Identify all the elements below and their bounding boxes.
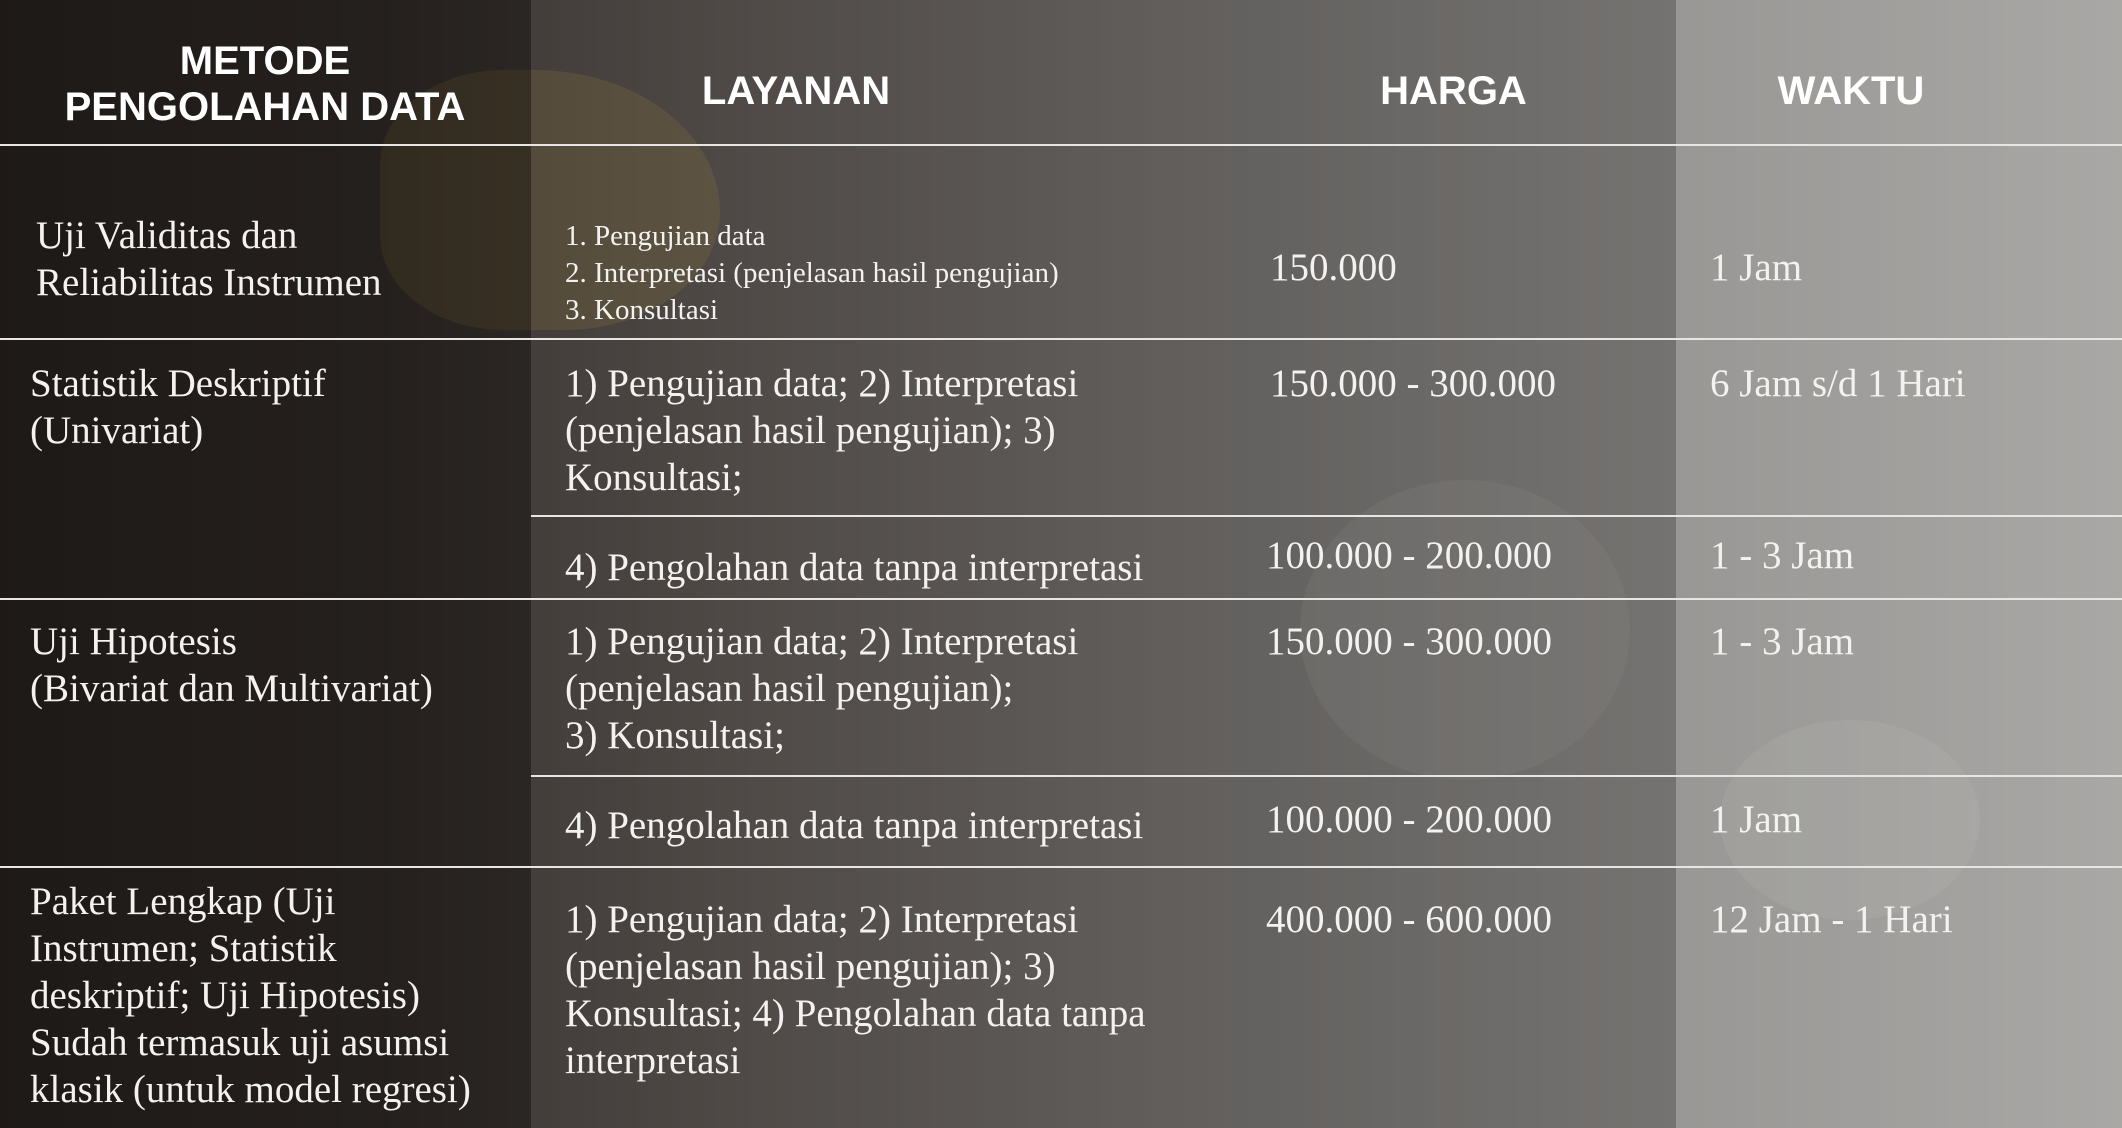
header-metode: METODE PENGOLAHAN DATA (64, 39, 466, 129)
divider (531, 775, 2122, 777)
header-harga: HARGA (1380, 69, 1527, 113)
layanan-list-item: 2. Interpretasi (penjelasan hasil pengujian) (565, 257, 1059, 289)
row-layanan: 1) Pengujian data; 2) Interpretasi (penjelasan hasil pengujian); 3) Konsultasi; (565, 362, 1079, 499)
row-waktu: 12 Jam - 1 Hari (1710, 898, 1953, 941)
row-waktu: 1 Jam (1710, 798, 1803, 841)
row-layanan: 1) Pengujian data; 2) Interpretasi (penjelasan hasil pengujian); 3) Konsultasi; (565, 620, 1079, 757)
row-layanan: 4) Pengolahan data tanpa interpretasi (565, 546, 1144, 589)
row-waktu: 1 Jam (1710, 246, 1803, 289)
divider (0, 338, 2122, 340)
row-harga: 100.000 - 200.000 (1266, 534, 1552, 577)
divider (0, 866, 2122, 868)
layanan-list-item: 1. Pengujian data (565, 220, 766, 252)
row-metode: Statistik Deskriptif (Univariat) (30, 362, 326, 452)
row-waktu: 6 Jam s/d 1 Hari (1710, 362, 1966, 405)
header-waktu: WAKTU (1777, 69, 1925, 113)
row-metode: Uji Hipotesis (Bivariat dan Multivariat) (30, 620, 433, 710)
row-waktu: 1 - 3 Jam (1710, 620, 1855, 663)
row-metode: Paket Lengkap (Uji Instrumen; Statistik deskriptif; Uji Hipotesis) Sudah termasuk uji asumsi klasik (untuk model regresi) (30, 880, 471, 1111)
row-harga: 150.000 (1270, 246, 1397, 289)
header-layanan: LAYANAN (701, 69, 891, 113)
divider (0, 598, 2122, 600)
divider (0, 144, 2122, 146)
row-harga: 150.000 - 300.000 (1266, 620, 1552, 663)
row-waktu: 1 - 3 Jam (1710, 534, 1855, 577)
row-layanan: 4) Pengolahan data tanpa interpretasi (565, 804, 1144, 847)
row-metode: Uji Validitas dan Reliabilitas Instrumen (36, 214, 382, 304)
divider (531, 515, 2122, 517)
row-harga: 400.000 - 600.000 (1266, 898, 1552, 941)
row-layanan: 1) Pengujian data; 2) Interpretasi (penjelasan hasil pengujian); 3) Konsultasi; 4) Pengolahan data tanpa interpretasi (565, 898, 1146, 1082)
row-harga: 150.000 - 300.000 (1270, 362, 1556, 405)
row-harga: 100.000 - 200.000 (1266, 798, 1552, 841)
layanan-list-item: 3. Konsultasi (565, 294, 719, 326)
